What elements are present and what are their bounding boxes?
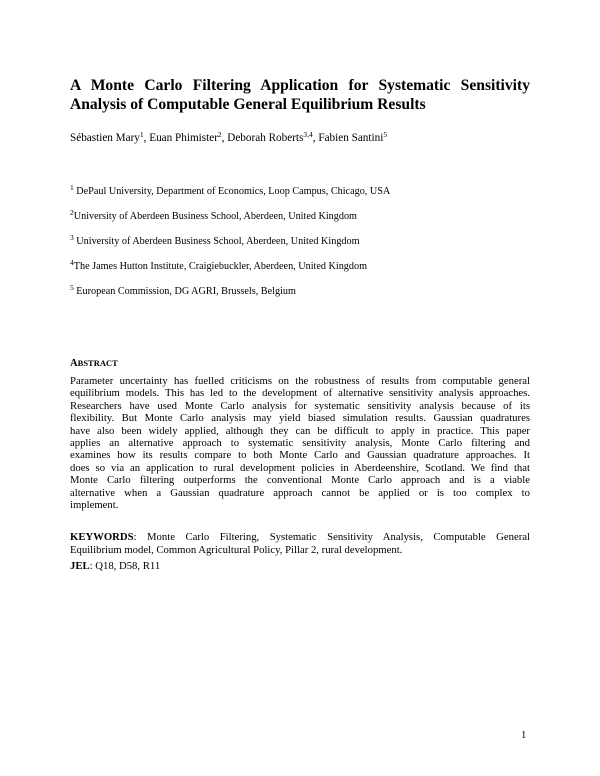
author-superscript: 2 (217, 130, 222, 139)
page-number: 1 (521, 729, 527, 741)
author-separator: , (221, 132, 228, 144)
author-name: Euan Phimister (149, 132, 218, 144)
jel-text: : Q18, D58, R11 (89, 560, 161, 572)
abstract-line: does so via an application to rural development policies in Aberdeenshire, Scotland. We find that (70, 461, 530, 474)
author-separator: , (143, 132, 150, 144)
author-superscript: 5 (383, 130, 388, 139)
affiliation-4 (70, 260, 530, 273)
affiliation-text: European Commission, DG AGRI, Brussels, Belgium (73, 286, 296, 297)
abstract-body (70, 375, 530, 511)
affiliation-2 (70, 210, 530, 223)
abstract-line: Parameter uncertainty has fuelled criticisms on the robustness of results from computable general (70, 375, 530, 387)
keywords-section (70, 531, 530, 557)
affiliation-superscript: 1 (70, 183, 74, 192)
author-name: Deborah Roberts (227, 132, 304, 144)
affiliation-3 (70, 235, 530, 248)
affiliation-text: University of Aberdeen Business School, Aberdeen, United Kingdom (73, 236, 360, 247)
affiliation-text: University of Aberdeen Business School, Aberdeen, United Kingdom (73, 211, 357, 222)
affiliation-superscript: 4 (70, 258, 74, 267)
affiliation-text: DePaul University, Department of Economics, Loop Campus, Chicago, USA (73, 186, 391, 197)
affiliation-superscript: 2 (70, 208, 74, 217)
abstract-heading-initial: A (70, 358, 78, 369)
abstract-line: implement. (70, 498, 119, 511)
paper-title (70, 76, 530, 114)
abstract-line: examines how its results compare to both Monte Carlo and Gaussian quadrature approaches. It (70, 449, 530, 462)
author-separator: , (312, 132, 319, 144)
author-list (70, 131, 530, 145)
jel-label: JEL (70, 560, 90, 572)
abstract-line: alternative when a Gaussian quadrature approach cannot be applied or is too complex to (70, 486, 530, 499)
author-superscript: 1 (139, 130, 144, 139)
jel-codes (70, 560, 160, 573)
keywords-label: KEYWORDS (70, 531, 134, 543)
title-line-1: A Monte Carlo Filtering Application for Systematic Sensitivity (70, 77, 530, 94)
abstract-line: Researchers have used Monte Carlo analysis for systematic sensitivity analysis because of its (70, 399, 530, 412)
affiliation-text: The James Hutton Institute, Craigiebuckler, Aberdeen, United Kingdom (73, 261, 368, 272)
keywords-text: : Monte Carlo Filtering, Systematic Sensitivity Analysis, Computable General (133, 531, 530, 543)
abstract-line: have also been widely applied, although they can be difficult to apply in practice. This paper (70, 424, 530, 437)
keywords-line-2: Equilibrium model, Common Agricultural Policy, Pillar 2, rural development. (70, 544, 403, 556)
abstract-heading-rest: BSTRACT (77, 358, 118, 368)
author-name: Sébastien Mary (70, 132, 140, 144)
title-line-2: Analysis of Computable General Equilibrium Results (70, 96, 426, 113)
affiliation-1 (70, 185, 530, 198)
abstract-heading (70, 357, 118, 370)
affiliation-superscript: 5 (70, 283, 74, 292)
abstract-line: applies an alternative approach to systematic sensitivity analysis, Monte Carlo filtering and (70, 436, 530, 449)
abstract-line: flexibility. But Monte Carlo analysis may yield biased simulation results. Gaussian quadratures (70, 412, 530, 425)
abstract-line: equilibrium models. This has led to the development of alternative sensitivity analysis approaches. (70, 387, 530, 400)
author-name: Fabien Santini (318, 132, 384, 144)
author-superscript: 3,4 (303, 130, 313, 139)
affiliation-superscript: 3 (70, 233, 74, 242)
keywords-line-1 (70, 531, 530, 544)
abstract-line: Monte Carlo filtering outperforms the conventional Monte Carlo approach and is a viable (70, 474, 530, 487)
affiliation-5 (70, 285, 530, 298)
